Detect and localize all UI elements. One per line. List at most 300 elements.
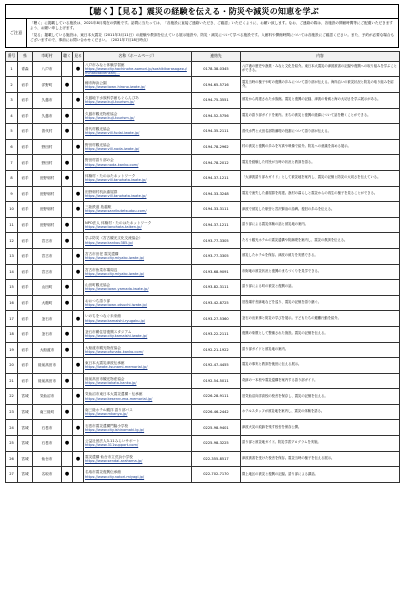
row-see-mark: ● [73, 61, 84, 77]
row-prefecture: 岩手 [18, 186, 33, 202]
row-content: 奇跡の一本松や震災遺構を案内する語り部ガイド。 [241, 373, 400, 389]
row-content: 被災から再建された水族館。震災と復興の記録、津波の脅威と海の大切さを学ぶ展示がある。 [241, 93, 400, 109]
row-listen-mark: ● [62, 436, 73, 452]
row-facility [84, 202, 192, 218]
row-facility [84, 373, 192, 389]
row-listen-mark: ● [62, 124, 73, 140]
row-see-mark [73, 155, 84, 171]
row-prefecture: 岩手 [18, 358, 33, 374]
row-see-mark [73, 467, 84, 483]
row-number: 17 [6, 311, 18, 327]
row-listen-mark [62, 61, 73, 77]
row-see-mark: ● [73, 139, 84, 155]
notice-paragraph: 「聴く」に掲載している施設は、2021年8月現在の情報です。訪問に当たっては、「各施設に直接ご連絡いただき、ご確認」いただくように、お願い致します。なお、ご連絡の際は、各施設の開館時間等にご配慮いただきますよう、お願い申し上げます。 [30, 21, 393, 31]
row-prefecture: 岩手 [18, 295, 33, 311]
row-facility-link[interactable]: https://www.vill.tanohata.iwate.jp/ [85, 178, 147, 183]
row-facility-link[interactable]: https://www.city.hachinohe.aomori.jp/soshikikarasagasu/minatotaikenkan/... [85, 67, 187, 76]
row-content: 市街地の被災状況と復興のまちづくりを見学できる。 [241, 264, 400, 280]
row-number: 5 [6, 124, 18, 140]
row-city: 洋野町 [33, 77, 62, 93]
table-row [6, 264, 400, 280]
row-listen-mark [62, 202, 73, 218]
row-facility [84, 326, 192, 342]
row-see-mark [73, 436, 84, 452]
row-facility-link[interactable]: https://www.ofunato-kanko.com/ [85, 349, 144, 354]
row-contact: 0226-46-2442 [192, 404, 241, 420]
row-listen-mark [62, 248, 73, 264]
row-see-mark [73, 280, 84, 296]
row-city: 陸前高田市 [33, 358, 62, 374]
table-row [6, 170, 400, 186]
row-see-mark [73, 326, 84, 342]
row-facility [84, 61, 192, 77]
column-header-listen: 聴く [62, 51, 73, 61]
row-content: 語り部ガイドと被災地の案内。 [241, 342, 400, 358]
row-prefecture: 岩手 [18, 155, 33, 171]
row-facility-link[interactable]: https://www.kesennuma-memorial.jp/ [85, 396, 153, 401]
row-number: 8 [6, 170, 18, 186]
row-see-mark [73, 342, 84, 358]
row-facility [84, 124, 192, 140]
row-facility-name: 陸前高田市観光物産協会 [85, 376, 125, 381]
row-listen-mark [62, 451, 73, 467]
row-prefecture: 岩手 [18, 124, 33, 140]
table-row [6, 108, 400, 124]
row-content: 旧気仙沼向洋高校の校舎を保存し、震災の記憶を伝える。 [241, 389, 400, 405]
row-city: 野田村 [33, 155, 62, 171]
row-number: 11 [6, 217, 18, 233]
row-content: 震災を経験した村民が当時の状況と教訓を語る。 [241, 155, 400, 171]
row-prefecture: 岩手 [18, 139, 33, 155]
row-city: 石巻市 [33, 436, 62, 452]
row-facility-name: 名取市震災復興伝承館 [85, 470, 121, 475]
row-listen-mark: ● [62, 280, 73, 296]
row-city: 田野畑村 [33, 170, 62, 186]
row-number: 12 [6, 233, 18, 249]
row-facility-link[interactable]: https://www.city.kamaishi.iwate.jp/ [85, 334, 148, 339]
row-see-mark: ● [73, 186, 84, 202]
row-contact: 0194-33-3248 [192, 186, 241, 202]
row-facility [84, 139, 192, 155]
row-see-mark: ● [73, 389, 84, 405]
row-city: 田野畑村 [33, 217, 62, 233]
row-facility [84, 295, 192, 311]
row-contact: 0194-37-1211 [192, 170, 241, 186]
table-row [6, 420, 400, 436]
row-see-mark [73, 233, 84, 249]
row-number: 9 [6, 186, 18, 202]
row-contact: 0194-35-2111 [192, 124, 241, 140]
row-facility [84, 404, 192, 420]
table-row [6, 139, 400, 155]
table-row [6, 248, 400, 264]
row-listen-mark: ● [62, 404, 73, 420]
row-facility-link[interactable]: https://www.city.natori.miyagi.jp/ [85, 474, 145, 479]
table-row [6, 326, 400, 342]
row-listen-mark: ● [62, 373, 73, 389]
row-number: 19 [6, 342, 18, 358]
row-city: 山田町 [33, 280, 62, 296]
row-facility [84, 358, 192, 374]
row-city: 宮古市 [33, 264, 62, 280]
row-facility-name: 種市海浜公園 [85, 80, 107, 85]
row-prefecture: 宮城 [18, 451, 33, 467]
row-listen-mark [62, 264, 73, 280]
row-city: 八戸市 [33, 61, 62, 77]
row-city: 田野畑村 [33, 186, 62, 202]
row-facility [84, 451, 192, 467]
row-facility [84, 311, 192, 327]
row-number: 3 [6, 93, 18, 109]
row-number: 25 [6, 436, 18, 452]
row-facility-name: おおつち語り部 [85, 298, 111, 303]
column-header-see: 見る [73, 51, 84, 61]
row-facility [84, 155, 192, 171]
row-content: 村の被災と復興の歩みを写真や映像で紹介。防災への意識を高める展示。 [241, 139, 400, 155]
row-content: 震災当時の様子や町の復興の歩みについて語り部が伝える。海岸沿いの被災状況と防災の取り組みを紹介。 [241, 77, 400, 93]
row-content: 旧役場庁舎跡地などを巡り、震災の記憶を語り継ぐ。 [241, 295, 400, 311]
row-facility-name: 大船渡市観光物産協会 [85, 345, 121, 350]
row-city: 南三陸町 [33, 404, 62, 420]
column-header-city: 市町村 [33, 51, 62, 61]
row-listen-mark [62, 358, 73, 374]
row-contact: 0193-42-8725 [192, 295, 241, 311]
facility-table [5, 51, 400, 483]
row-facility-link[interactable]: https://www.town.hirono.iwate.jp/ [85, 84, 146, 89]
row-prefecture: 岩手 [18, 77, 33, 93]
table-row [6, 389, 400, 405]
row-city: 名取市 [33, 467, 62, 483]
row-facility-name: NPO法人 体験村・たのはたネットワーク [85, 220, 152, 225]
row-facility-link[interactable]: https://www.vill.tanohata.iwate.jp/ [85, 193, 147, 198]
row-city: 野田村 [33, 139, 62, 155]
row-content: 震災で流失した番屋群を再建。漁村の暮らしと震災からの再生の様子を見ることができる。 [241, 186, 400, 202]
row-listen-mark [62, 389, 73, 405]
row-contact: 0194-78-2012 [192, 155, 241, 171]
column-header-content: 内容 [241, 51, 400, 61]
row-content: 八戸港の歴史や漁業・みなと文化を紹介。東日本大震災の津波被害の記録や復興への取り組みを学ぶことができる。 [241, 61, 400, 77]
row-prefecture: 岩手 [18, 93, 33, 109]
row-content: ホテルスタッフが被災地を案内し、震災の体験を語る。 [241, 404, 400, 420]
row-prefecture: 青森 [18, 61, 33, 77]
row-content: たろう観光ホテルの震災遺構や防潮堤を案内し、震災の教訓を伝える。 [241, 233, 400, 249]
row-facility-link[interactable]: https://www.kamaishi-ryugaku.jp/ [85, 318, 146, 323]
table-row [6, 155, 400, 171]
row-prefecture: 岩手 [18, 280, 33, 296]
row-number: 26 [6, 451, 18, 467]
row-facility-name: 野田村観光協会 [85, 142, 111, 147]
row-facility-link[interactable]: https://www.kuji-tourism.jp/ [85, 115, 135, 120]
row-number: 2 [6, 77, 18, 93]
row-facility [84, 217, 192, 233]
row-listen-mark: ● [62, 467, 73, 483]
row-see-mark [73, 295, 84, 311]
row-facility-name: 震災遺構 仙台市立荒浜小学校 [85, 454, 133, 459]
row-city: 久慈市 [33, 108, 62, 124]
row-contact: 0225-98-3225 [192, 436, 241, 452]
row-content: 復興の象徴として整備された施設。震災の記憶を伝える。 [241, 326, 400, 342]
row-facility-link[interactable]: https://www.city.ishinomaki.lg.jp/ [85, 427, 145, 432]
row-facility-name: 宮古市魚菜市場周辺 [85, 267, 118, 272]
row-contact: 0226-28-9111 [192, 389, 241, 405]
row-facility-name: 山田町観光協会 [85, 283, 111, 288]
row-facility-link[interactable]: https://www.kuji-tourism.jp/ [85, 100, 135, 105]
row-city: 普代村 [33, 124, 62, 140]
row-content: 震災の語り部ガイドを案内。まちの被災と復興の経緯について話を聴くことができる。 [241, 108, 400, 124]
row-facility-link[interactable]: https://iwate-tsunami-memorial.jp/ [85, 365, 148, 370]
row-see-mark [73, 170, 84, 186]
row-number: 10 [6, 202, 18, 218]
row-city: 宮古市 [33, 233, 62, 249]
row-facility-name: 三陸鉄道 島越駅 [85, 205, 112, 210]
row-facility-name: いのちをつなぐ未来館 [85, 314, 121, 319]
row-facility-link[interactable]: https://www.sanrikutetsudou.com/ [85, 209, 147, 214]
row-city: 石巻市 [33, 420, 62, 436]
row-prefecture: 岩手 [18, 202, 33, 218]
row-city: 釜石市 [33, 326, 62, 342]
row-prefecture: 岩手 [18, 108, 33, 124]
row-contact: 0225-98-9401 [192, 420, 241, 436]
table-row [6, 311, 400, 327]
row-prefecture: 宮城 [18, 420, 33, 436]
table-header-row [6, 51, 400, 61]
row-see-mark: ● [73, 420, 84, 436]
row-contact: 0193-82-3111 [192, 280, 241, 296]
row-contact: 0194-33-3111 [192, 202, 241, 218]
row-facility-link[interactable]: https://www.vill.noda.iwate.jp/ [85, 147, 140, 152]
table-row [6, 373, 400, 389]
row-listen-mark: ● [62, 217, 73, 233]
row-number: 6 [6, 139, 18, 155]
row-listen-mark: ● [62, 342, 73, 358]
row-content: 釜石の出来事と防災の学びを展示。子どもたちの避難行動を紹介。 [241, 311, 400, 327]
row-content: 閖上地区の被災と復興の記録。語り部による講話。 [241, 467, 400, 483]
row-number: 20 [6, 358, 18, 374]
row-facility-name: 公益社団法人3.11みらいサポート [85, 439, 140, 444]
row-number: 18 [6, 326, 18, 342]
row-facility-link[interactable]: https://www.city.miyako.iwate.jp/ [85, 256, 145, 261]
row-prefecture: 岩手 [18, 326, 33, 342]
row-contact: 0194-65-5716 [192, 77, 241, 93]
row-listen-mark [62, 93, 73, 109]
column-header-name: 名称（ホームページ） [84, 51, 192, 61]
row-city: 大船渡市 [33, 342, 62, 358]
row-city: 宮古市 [33, 248, 62, 264]
row-prefecture: 岩手 [18, 170, 33, 186]
row-see-mark: ● [73, 202, 84, 218]
row-facility-name: 東日本大震災津波伝承館 [85, 361, 125, 366]
table-row [6, 186, 400, 202]
row-facility [84, 280, 192, 296]
row-listen-mark: ● [62, 155, 73, 171]
row-listen-mark: ● [62, 108, 73, 124]
row-facility-link[interactable]: https://www.311support.com/ [85, 443, 139, 448]
row-content: 語り部による町の被災と復興の話。 [241, 280, 400, 296]
row-number: 14 [6, 264, 18, 280]
table-row [6, 451, 400, 467]
row-number: 16 [6, 295, 18, 311]
table-row [6, 124, 400, 140]
row-number: 22 [6, 389, 18, 405]
row-facility [84, 436, 192, 452]
row-city: 釜石市 [33, 311, 62, 327]
row-facility-name: 普代村観光協会 [85, 127, 111, 132]
row-prefecture: 岩手 [18, 264, 33, 280]
row-contact: 0178-38-0345 [192, 61, 241, 77]
row-facility-name: 南三陸ホテル観洋 語り部バス [85, 407, 133, 412]
row-prefecture: 岩手 [18, 373, 33, 389]
row-content: 語り部による震災体験の話と被災地の案内。 [241, 217, 400, 233]
row-facility-link[interactable]: https://www.noda-kanko.com/ [85, 162, 139, 167]
row-see-mark: ● [73, 93, 84, 109]
row-number: 27 [6, 467, 18, 483]
row-facility-link[interactable]: https://www.tanohata-taiken.jp/ [85, 225, 142, 230]
row-see-mark [73, 108, 84, 124]
row-listen-mark: ● [62, 233, 73, 249]
row-prefecture: 岩手 [18, 233, 33, 249]
row-city: 陸前高田市 [33, 373, 62, 389]
notice-paragraph: 「見る」掲載している施設は、東日本大震災（2011年3月11日）の経験や教訓を伝えている展示施設や、防災・減災について学べる施設です。入館料や開館時間については各施設にご確認ください。また、予約が必要な場合もございますので、事前にお問い合わせください。（2021年7月18日時点） [30, 32, 395, 43]
row-listen-mark: ● [62, 170, 73, 186]
row-facility-link[interactable]: https://www.kankou385.jp/ [85, 240, 133, 245]
row-contact: 0193-77-3305 [192, 248, 241, 264]
row-facility-link[interactable]: https://www.town.yamada.iwate.jp/ [85, 287, 149, 292]
row-listen-mark [62, 311, 73, 327]
row-number: 7 [6, 155, 18, 171]
row-content: 津波被害を受けた校舎を保存。震災当時の様子を伝える展示。 [241, 451, 400, 467]
row-content: 津波で被災した駅舎と宮沢賢治の詩碑。復旧の歩みを伝える。 [241, 202, 400, 218]
row-number: 24 [6, 420, 18, 436]
row-number: 1 [6, 61, 18, 77]
row-number: 15 [6, 280, 18, 296]
row-see-mark [73, 404, 84, 420]
row-facility-name: 野田村語り部の会 [85, 158, 114, 163]
row-prefecture: 岩手 [18, 217, 33, 233]
row-see-mark: ● [73, 358, 84, 374]
row-prefecture: 宮城 [18, 467, 33, 483]
row-facility-link[interactable]: https://www.city.miyako.iwate.jp/ [85, 271, 145, 276]
row-facility [84, 170, 192, 186]
row-facility-name: 学ぶ防災（宮古観光文化交流協会） [85, 236, 143, 241]
column-header-contact: 連絡先 [192, 51, 241, 61]
row-facility [84, 248, 192, 264]
row-facility-link[interactable]: https://www.sendai-arahama.jp/ [85, 458, 143, 463]
row-number: 21 [6, 373, 18, 389]
row-facility-name: 体験村・たのはたネットワーク [85, 174, 136, 179]
row-city: 大槌町 [33, 295, 62, 311]
row-see-mark [73, 217, 84, 233]
table-row [6, 358, 400, 374]
column-header-number: 番号 [6, 51, 18, 61]
table-row [6, 342, 400, 358]
row-contact: 022-355-8517 [192, 451, 241, 467]
row-facility [84, 264, 192, 280]
notice-body [27, 19, 398, 47]
table-row [6, 404, 400, 420]
row-number: 4 [6, 108, 18, 124]
table-row [6, 467, 400, 483]
row-city: 気仙沼市 [33, 389, 62, 405]
row-facility [84, 342, 192, 358]
row-content: 普代水門と太田名部防潮堤の役割について語り部が伝える。 [241, 124, 400, 140]
row-facility-link[interactable]: https://www.takata-kanko.jp/ [85, 380, 137, 385]
table-row [6, 217, 400, 233]
row-see-mark: ● [73, 264, 84, 280]
row-facility [84, 389, 192, 405]
row-contact: 0194-75-3551 [192, 93, 241, 109]
row-see-mark [73, 373, 84, 389]
table-row [6, 61, 400, 77]
row-facility-link[interactable]: https://www.vill.fudai.iwate.jp/ [85, 131, 140, 136]
row-facility [84, 108, 192, 124]
row-facility [84, 420, 192, 436]
notice-box [5, 19, 399, 48]
row-listen-mark [62, 420, 73, 436]
row-city: 仙台市 [33, 451, 62, 467]
row-facility-name: 久慈地下水族科学館もぐらんぴあ [85, 96, 139, 101]
row-facility [84, 467, 192, 483]
table-row [6, 295, 400, 311]
row-facility-name: 気仙沼市東日本大震災遺構・伝承館 [85, 392, 143, 397]
row-contact: 022-702-7170 [192, 467, 241, 483]
row-contact: 0193-68-9091 [192, 264, 241, 280]
row-contact: 0193-27-5360 [192, 311, 241, 327]
row-prefecture: 宮城 [18, 436, 33, 452]
row-see-mark [73, 77, 84, 93]
row-facility-name: 石巻市震災遺構門脇小学校 [85, 423, 129, 428]
table-row [6, 202, 400, 218]
row-facility [84, 93, 192, 109]
row-content: 語り部と被災地ガイド。防災学習プログラムを実施。 [241, 436, 400, 452]
row-contact: 0194-37-1211 [192, 217, 241, 233]
row-content: 「大津波語り部＆ガイド」として被災地を案内し、震災の記憶と防災の大切さを伝えている。 [241, 170, 400, 186]
row-prefecture: 岩手 [18, 342, 33, 358]
row-see-mark [73, 124, 84, 140]
row-facility-link[interactable]: https://www.town.otsuchi.iwate.jp/ [85, 303, 148, 308]
row-content: 震災の事実と教訓を後世に伝える展示。 [241, 358, 400, 374]
row-city: 田野畑村 [33, 202, 62, 218]
row-facility [84, 77, 192, 93]
table-row [6, 93, 400, 109]
row-listen-mark: ● [62, 326, 73, 342]
row-facility [84, 186, 192, 202]
row-contact: 0194-52-5756 [192, 108, 241, 124]
row-prefecture: 岩手 [18, 311, 33, 327]
row-prefecture: 宮城 [18, 404, 33, 420]
row-listen-mark: ● [62, 295, 73, 311]
row-facility-link[interactable]: https://www.mkanyo.jp/ [85, 412, 128, 417]
row-city: 久慈市 [33, 93, 62, 109]
row-content: 被災したホテルを保存。津波の威力を実感できる。 [241, 248, 400, 264]
row-facility-name: 八戸市みなと体験学習館 [85, 62, 125, 67]
row-listen-mark [62, 139, 73, 155]
row-see-mark: ● [73, 451, 84, 467]
row-listen-mark: ● [62, 77, 73, 93]
row-see-mark: ● [73, 248, 84, 264]
row-content: 津波火災の痕跡を残す校舎を保存公開。 [241, 420, 400, 436]
row-contact: 0192-21-1922 [192, 342, 241, 358]
row-facility-name: 田野畑村机浜番屋群 [85, 189, 118, 194]
row-prefecture: 宮城 [18, 389, 33, 405]
table-row [6, 233, 400, 249]
row-facility-name: 釜石市鵜住居復興スタジアム [85, 330, 132, 334]
row-contact: 0192-47-4455 [192, 358, 241, 374]
table-row [6, 436, 400, 452]
row-contact: 0192-54-5011 [192, 373, 241, 389]
row-listen-mark [62, 186, 73, 202]
row-facility [84, 233, 192, 249]
row-number: 23 [6, 404, 18, 420]
